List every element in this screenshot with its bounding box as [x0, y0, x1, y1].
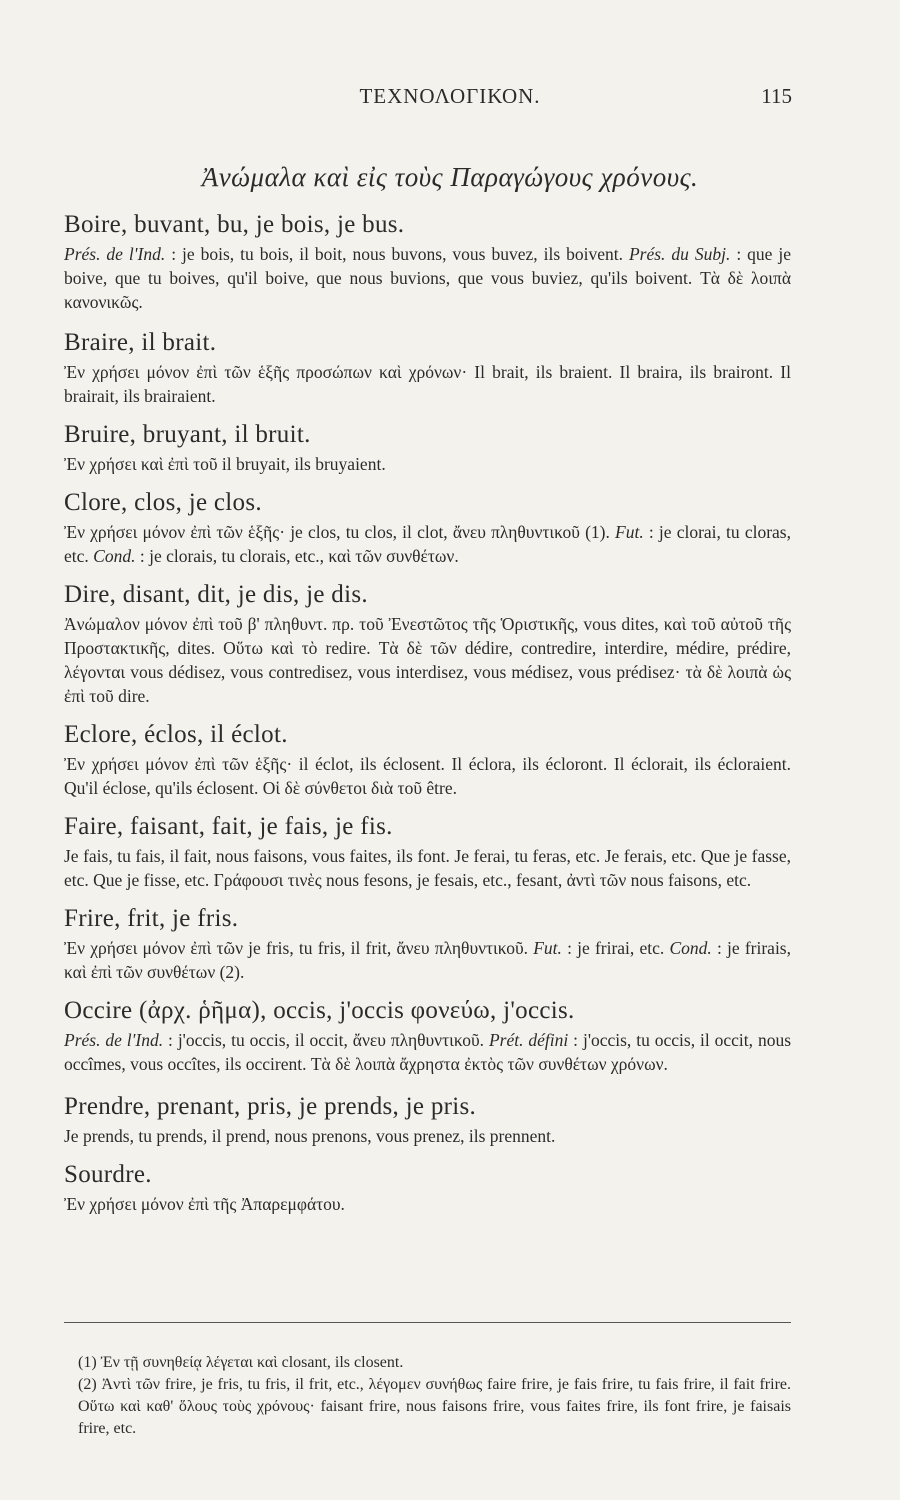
headword: Occire (ἀρχ. ῥῆμα), occis, j'occis φονεύω, j'occis.	[64, 997, 575, 1024]
entry-eclore	[64, 718, 791, 800]
entry-prendre	[64, 1090, 791, 1148]
text-segment: Ἐν χρήσει μόνον ἐπὶ τῶν je fris, tu fris, il frit, ἄνευ πληθυντικοῦ.	[64, 938, 534, 958]
headword: Clore, clos, je clos.	[64, 489, 262, 516]
entry-text: Ἀνώμαλον μόνον ἐπὶ τοῦ β' πληθυντ. πρ. τοῦ Ἐνεστῶτος τῆς Ὁριστικῆς, vous dites, καὶ τοῦ αὐτοῦ τῆς Προστακτικῆς, dites. Οὕτω καὶ τὸ redire. Τὰ δὲ τῶν dédire, contredire, interdire, médire, prédire, λέγονται vous dédisez, vous contredisez, vous interdisez, vous médisez, vous prédisez· τὰ δὲ λοιπὰ ὡς ἐπὶ τοῦ dire.	[64, 614, 791, 706]
tense-label: Prés. de l'Ind.	[64, 1030, 164, 1050]
running-title: ΤΕΧΝΟΛΟΓΙΚΟΝ.	[359, 84, 541, 108]
headword: Eclore, éclos, il éclot.	[64, 721, 288, 748]
text-segment: : j'occis, tu occis, il occit, nous occîmes, vous occîtes, ils occirent. Τὰ δὲ λοιπὰ ἄχρηστα ἐκτὸς τῶν συνθέτων χρόνων.	[64, 1030, 792, 1074]
text-segment: : je clorais, tu clorais, etc., καὶ τῶν συνθέτων.	[135, 546, 459, 566]
tense-label: Prés. de l'Ind.	[64, 244, 166, 264]
tense-label: Fut.	[533, 938, 562, 958]
entry-text	[64, 242, 791, 314]
tense-label: Prés. du Subj.	[628, 244, 731, 264]
tense-label: Prét. défini	[488, 1030, 569, 1050]
headword: Sourdre.	[64, 1161, 152, 1188]
entry-text	[64, 936, 791, 984]
headword: Faire, faisant, fait, je fais, je fis.	[64, 813, 393, 840]
entry-text	[64, 1028, 791, 1076]
entry-sourdre	[64, 1158, 791, 1216]
headword: Braire, il brait.	[64, 329, 217, 356]
entry-frire	[64, 902, 791, 984]
entry-boire	[64, 208, 791, 314]
text-segment: Ἐν χρήσει μόνον ἐπὶ τῶν ἑξῆς· je clos, tu clos, il clot, ἄνευ πληθυντικοῦ (1).	[64, 522, 616, 542]
entry-faire	[64, 810, 791, 892]
entry-text: Ἐν χρήσει καὶ ἐπὶ τοῦ il bruyait, ils bruyaient.	[64, 454, 386, 474]
entry-text: Ἐν χρήσει μόνον ἐπὶ τῆς Ἀπαρεμφάτου.	[64, 1194, 345, 1214]
text-segment: : j'occis, tu occis, il occit, ἄνευ πληθυντικοῦ.	[163, 1030, 489, 1050]
entry-clore	[64, 486, 791, 568]
footnote-divider	[64, 1322, 791, 1323]
headword: Boire, buvant, bu, je bois, je bus.	[64, 211, 405, 238]
headword: Frire, frit, je fris.	[64, 905, 239, 932]
text-segment: : je frirai, etc.	[561, 938, 670, 958]
headword: Bruire, bruyant, il bruit.	[64, 421, 311, 448]
text-segment: : je bois, tu bois, il boit, nous buvons, vous buvez, ils boivent.	[165, 244, 623, 264]
entry-text: Je prends, tu prends, il prend, nous prenons, vous prenez, ils prennent.	[64, 1126, 556, 1146]
headword: Prendre, prenant, pris, je prends, je pris.	[64, 1093, 477, 1120]
entry-text	[64, 520, 791, 568]
entry-braire	[64, 326, 791, 408]
entry-text: Ἐν χρήσει μόνον ἐπὶ τῶν ἑξῆς· il éclot, ils éclosent. Il éclora, ils écloront. Il éclorait, ils écloraient. Qu'il éclose, qu'ils éclosent. Οἱ δὲ σύνθετοι διὰ τοῦ être.	[64, 754, 791, 798]
entry-occire	[64, 994, 791, 1076]
tense-label: Fut.	[615, 522, 644, 542]
entry-text: Je fais, tu fais, il fait, nous faisons, vous faites, ils font. Je ferai, tu feras, etc. Je ferais, etc. Que je fasse, etc. Que je fisse, etc. Γράφουσι τινὲς nous fesons, je fesais, etc., fesant, ἀντὶ τῶν nous faisons, etc.	[64, 846, 791, 890]
tense-label: Cond.	[93, 546, 136, 566]
footnotes	[64, 1352, 791, 1440]
entry-bruire	[64, 418, 791, 476]
tense-label: Cond.	[669, 938, 712, 958]
text-segment: : que je boive, que tu boives, qu'il boive, que nous buvions, que vous buviez, qu'ils boivent. Τὰ δὲ λοιπὰ κανονικῶς.	[64, 244, 792, 312]
footnote: (2) Ἀντὶ τῶν frire, je fris, tu fris, il frit, etc., λέγομεν συνήθως faire frire, je fais frire, tu fais frire, il fait frire. Οὕτω καὶ καθ' ὅλους τοὺς χρόνους· faisant frire, nous faisons frire, vous faites frire, ils font frire, je faisais frire, etc.	[78, 1376, 791, 1437]
footnote: (1) Ἐν τῇ συνηθείᾳ λέγεται καὶ closant, ils closent.	[78, 1354, 404, 1371]
page-header	[0, 84, 900, 114]
entry-text: Ἐν χρήσει μόνον ἐπὶ τῶν ἑξῆς προσώπων καὶ χρόνων· Il brait, ils braient. Il braira, ils brairont. Il brairait, ils brairaient.	[64, 362, 791, 406]
entry-dire	[64, 578, 791, 708]
headword: Dire, disant, dit, je dis, je dis.	[64, 581, 368, 608]
text-segment: : je frirais, καὶ ἐπὶ τῶν συνθέτων (2).	[64, 938, 791, 982]
section-title: Ἀνώμαλα καὶ εἰς τοὺς Παραγώγους χρόνους.	[201, 162, 699, 192]
text-segment: : je clorai, tu cloras, etc.	[64, 522, 791, 566]
main-content	[64, 208, 791, 1216]
page-number: 115	[761, 84, 792, 108]
